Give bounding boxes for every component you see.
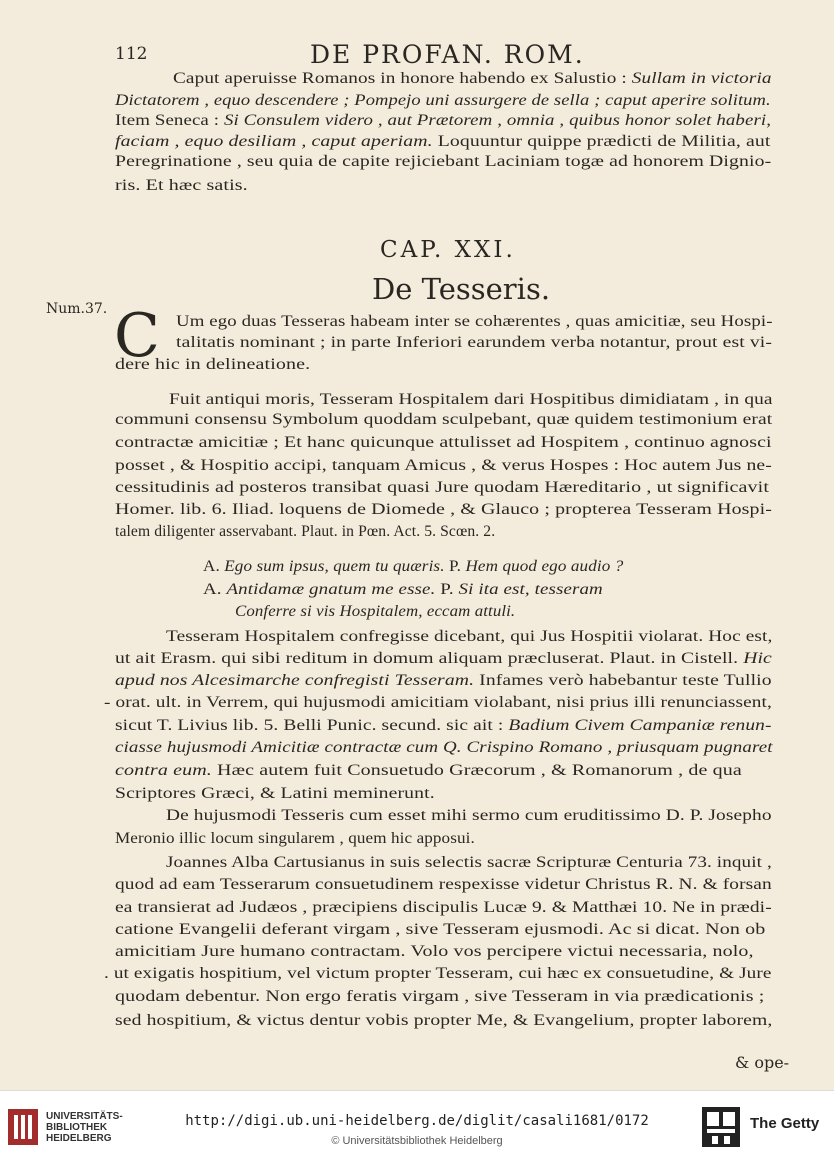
text-segment: A. (203, 581, 227, 598)
text-segment: Meronio illic locum singularem , quem hic apposui. (115, 830, 475, 847)
chapter-label: CAP. XXI. (380, 237, 516, 263)
text-line (115, 111, 771, 131)
text-line (115, 784, 435, 804)
text-line (115, 410, 772, 430)
text-line (115, 456, 772, 476)
text-line (115, 898, 772, 918)
italic-segment: Si Consulem videro , aut Prætorem , omnia , quibus honor solet haberi, (223, 112, 772, 129)
text-line (115, 132, 770, 152)
text-segment: sed hospitium, & victus dentur vobis propter Me, & Evangelium, propter laborem, (115, 1012, 773, 1029)
text-segment: sicut T. Livius lib. 5. Belli Punic. secund. sic ait : (115, 717, 509, 734)
text-segment: P. (444, 558, 466, 575)
text-line (166, 627, 772, 647)
italic-segment: Sullam in victoria (631, 70, 772, 87)
text-line (115, 716, 772, 736)
text-line (115, 478, 769, 498)
text-line (203, 580, 603, 600)
text-segment: contractæ amicitiæ ; Et hanc quicunque attulisset ad Hospitem , continuo agnosci (115, 434, 772, 451)
running-head: DE PROFAN. ROM. (310, 40, 585, 69)
catchword: & ope- (735, 1053, 790, 1072)
text-segment: A. (203, 558, 225, 575)
italic-segment: Hic (743, 650, 772, 667)
text-segment: Peregrinatione , seu quia de capite rejiciebant Laciniam togæ ad honorem Dignio- (115, 153, 772, 170)
text-line (115, 829, 475, 849)
text-line (104, 693, 772, 713)
text-line (115, 522, 495, 542)
viewer-footer (0, 1090, 834, 1164)
italic-segment: contra eum. (115, 762, 212, 779)
text-line (166, 853, 772, 873)
text-line (115, 942, 754, 962)
italic-segment: ciasse hujusmodi Amicitiæ contractæ cum Q. Crispino Romano , priusquam pugnaret (115, 739, 773, 756)
text-line (115, 920, 765, 940)
text-line (115, 649, 772, 669)
text-segment: cessitudinis ad posteros transibat quasi Jure quodam Hæreditario , ut significavit (115, 479, 770, 496)
text-segment: talem diligenter asservabant. Plaut. in Pœn. Act. 5. Scœn. 2. (115, 523, 496, 540)
text-line (166, 806, 772, 826)
text-segment: quod ad eam Tesserarum consuetudinem respexisse videtur Christus R. N. & forsan (115, 876, 772, 893)
margin-note: Num.37. (46, 301, 108, 317)
italic-segment: Dictatorem , equo descendere ; Pompejo uni assurgere de sella ; caput aperire solitum. (115, 92, 771, 109)
text-line (104, 964, 772, 984)
text-line (115, 671, 772, 691)
italic-segment: apud nos Alcesimarche confregisti Tesseram. (115, 672, 475, 689)
text-line (203, 557, 623, 577)
text-segment: - orat. ult. in Verrem, qui hujusmodi amicitiam violabant, nisi prius illi renunciassent, (104, 694, 772, 711)
text-segment: Joannes Alba Cartusianus in suis selectis sacræ Scripturæ Centuria 73. inquit , (166, 854, 772, 871)
text-line (115, 738, 773, 758)
page-url-link[interactable]: http://digi.ub.uni-heidelberg.de/diglit/casali1681/0172 (185, 1113, 649, 1129)
text-segment: posset , & Hospitio accipi, tanquam Amicus , & verus Hospes : Hoc autem Jus ne- (115, 457, 772, 474)
text-segment: talitatis nominant ; in parte Inferiori earundem verba notantur, prout est vi- (176, 334, 772, 351)
chapter-title: De Tesseris. (372, 272, 551, 306)
text-segment: Um ego duas Tesseras habeam inter se cohærentes , quas amicitiæ, seu Hospi- (176, 313, 773, 330)
library-name: UNIVERSITÄTS- BIBLIOTHEK HEIDELBERG (46, 1111, 123, 1144)
text-segment: dere hic in delineatione. (115, 356, 311, 373)
copyright-notice: © Universitätsbibliothek Heidelberg (331, 1135, 503, 1147)
text-line (169, 390, 773, 410)
text-segment: amicitiam Jure humano contractam. Volo vos percipere victui necessaria, nolo, (115, 943, 754, 960)
text-segment: ris. Et hæc satis. (115, 177, 248, 194)
text-line (115, 987, 764, 1007)
text-line (115, 1011, 772, 1031)
text-segment: Scriptores Græci, & Latini meminerunt. (115, 785, 435, 802)
text-line (115, 152, 771, 172)
italic-segment: Si ita est, tesseram (458, 581, 603, 598)
text-segment: . ut exigatis hospitium, vel victum propter Tesseram, cui hæc ex consuetudine, & Jure (104, 965, 772, 982)
text-segment: Loquuntur quippe prædicti de Militia, aut (432, 133, 771, 150)
italic-segment: Badium Civem Campaniæ renun- (508, 717, 772, 734)
text-line (115, 875, 772, 895)
text-segment: Caput aperuisse Romanos in honore habendo ex Salustio : (173, 70, 632, 87)
text-line (173, 69, 772, 89)
text-line (115, 500, 772, 520)
text-segment: Fuit antiqui moris, Tesseram Hospitalem dari Hospitibus dimidiatam , in qua (169, 391, 773, 408)
text-segment: communi consensu Symbolum quoddam sculpebant, quæ quidem testimonium erat (115, 411, 773, 428)
getty-partner-label: The Getty (750, 1115, 820, 1132)
text-segment: ut ait Erasm. qui sibi reditum in domum aliquam præcluserat. Plaut. in Cistell. (115, 650, 744, 667)
text-segment: De hujusmodi Tesseris cum esset mihi sermo cum eruditissimo D. P. Josepho (166, 807, 772, 824)
text-line (176, 333, 772, 353)
text-segment: P. (435, 581, 459, 598)
text-segment: Infames verò habebantur teste Tullio (474, 672, 772, 689)
italic-segment: Antidamæ gnatum me esse. (226, 581, 436, 598)
text-segment: Homer. lib. 6. Iliad. loquens de Diomede , & Glauco ; propterea Tesseram Hospi- (115, 501, 773, 518)
text-line (115, 176, 248, 196)
text-line (115, 761, 742, 781)
text-segment: Item Seneca : (115, 112, 224, 129)
italic-segment: Hem quod ego audio ? (465, 558, 624, 575)
text-segment: Tesseram Hospitalem confregisse dicebant, qui Jus Hospitii violarat. Hoc est, (166, 628, 773, 645)
text-line (115, 433, 772, 453)
italic-segment: Ego sum ipsus, quem tu quæris. (224, 558, 445, 575)
italic-segment: faciam , equo desiliam , caput aperiam. (115, 133, 433, 150)
drop-cap: C (114, 301, 160, 371)
text-segment: quodam debentur. Non ergo feratis virgam , sive Tesseram in via prædicationis ; (115, 988, 765, 1005)
text-line (176, 312, 773, 332)
italic-segment: Conferre si vis Hospitalem, eccam attuli. (235, 603, 516, 620)
page-number: 112 (115, 44, 148, 64)
getty-logo-icon (702, 1107, 740, 1147)
text-segment: ea transierat ad Judæos , præcipiens discipulis Lucæ 9. & Matthæi 10. Ne in prædi- (115, 899, 772, 916)
text-line (235, 602, 515, 622)
text-segment: Hæc autem fuit Consuetudo Græcorum , & Romanorum , de qua (211, 762, 742, 779)
text-line (115, 91, 771, 111)
text-segment: catione Evangelii deferant virgam , sive Tesseram ejusmodi. Ac si dicat. Non ob (115, 921, 766, 938)
